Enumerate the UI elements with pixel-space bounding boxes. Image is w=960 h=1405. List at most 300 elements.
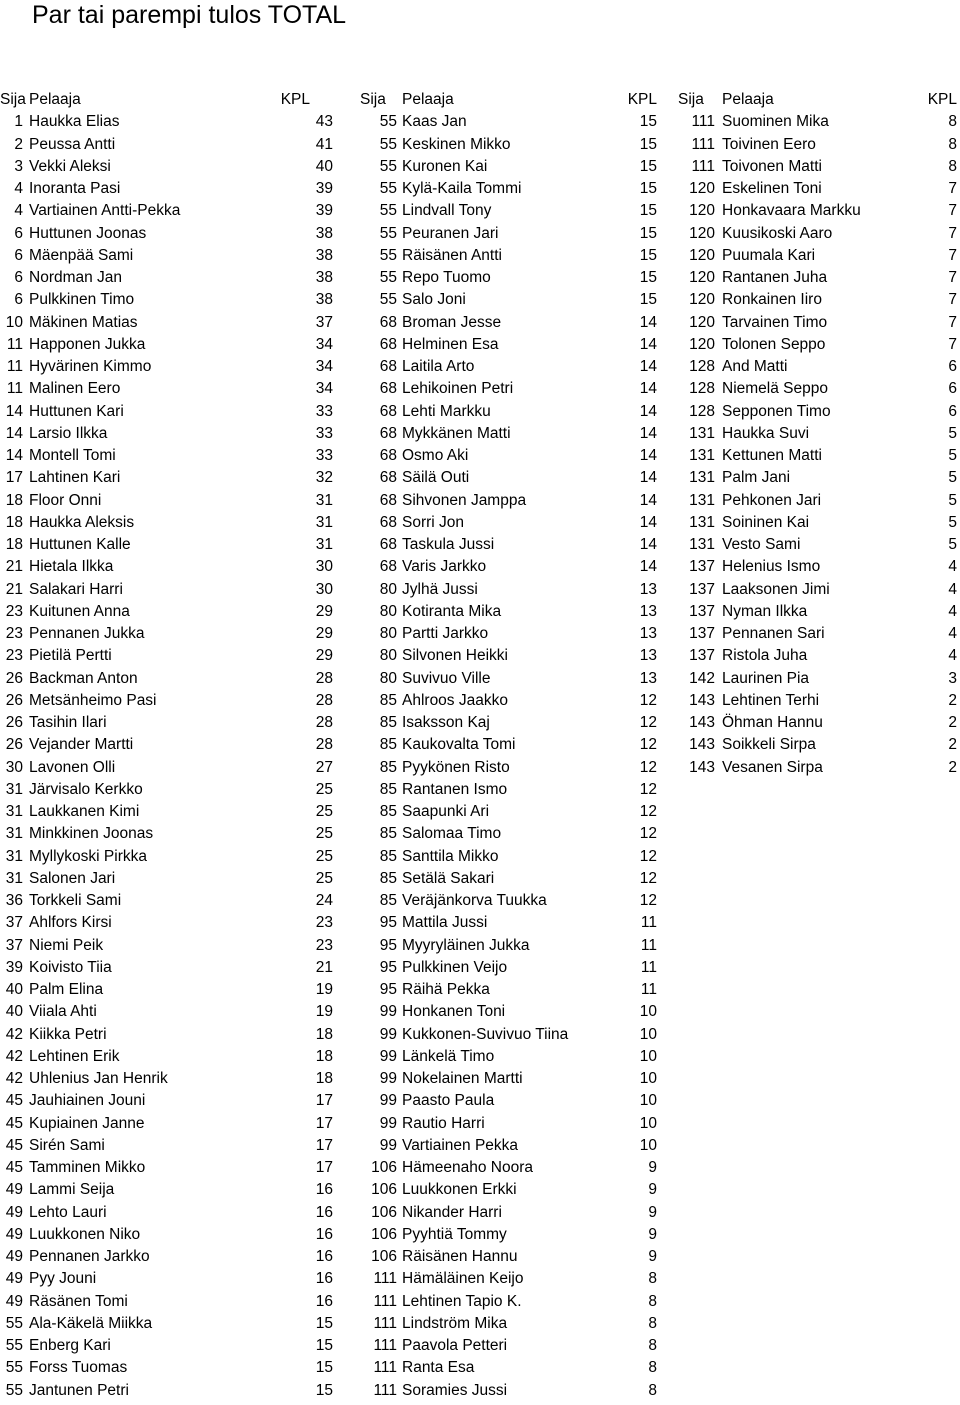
count-cell: 7 <box>948 180 957 197</box>
header-count: KPL <box>627 91 657 108</box>
rank-cell: 68 <box>379 424 397 442</box>
player-cell: Isaksson Kaj <box>402 714 490 731</box>
table-row <box>340 467 665 489</box>
count-cell: 7 <box>948 202 957 220</box>
table-row <box>0 712 340 734</box>
count-cell: 33 <box>315 447 333 464</box>
table-row <box>665 445 960 467</box>
rank-cell: 142 <box>689 669 715 687</box>
table-row <box>665 267 960 289</box>
rank-cell: 10 <box>5 313 23 331</box>
table-row <box>0 1246 340 1268</box>
table-row <box>0 1268 340 1290</box>
player-cell: Metsänheimo Pasi <box>29 691 157 709</box>
rank-cell: 137 <box>689 647 715 665</box>
rank-cell: 68 <box>379 536 397 553</box>
table-row <box>0 645 340 667</box>
player-cell: Lehti Markku <box>402 402 491 420</box>
table-row <box>340 890 665 912</box>
player-cell: Mykkänen Matti <box>402 424 511 442</box>
count-cell: 23 <box>315 936 333 954</box>
rank-cell: 45 <box>5 1114 23 1132</box>
table-row <box>0 935 340 957</box>
count-cell: 12 <box>639 803 657 820</box>
table-row <box>0 312 340 334</box>
player-cell: Toivinen Eero <box>722 135 816 153</box>
rank-cell: 68 <box>379 558 397 576</box>
count-cell: 15 <box>639 157 657 175</box>
player-cell: Laurinen Pia <box>722 669 810 687</box>
player-cell: Inoranta Pasi <box>29 180 121 197</box>
table-row <box>665 423 960 445</box>
count-cell: 12 <box>639 825 657 843</box>
player-cell: Silvonen Heikki <box>402 647 508 665</box>
table-row <box>340 378 665 400</box>
count-cell: 12 <box>639 869 657 887</box>
table-row <box>665 200 960 222</box>
player-cell: Soramies Jussi <box>402 1381 508 1399</box>
rank-cell: 128 <box>689 380 715 398</box>
table-row <box>340 1046 665 1068</box>
count-cell: 14 <box>639 335 657 353</box>
count-cell: 15 <box>315 1337 333 1354</box>
rank-cell: 23 <box>5 625 23 642</box>
table-row <box>340 1157 665 1179</box>
player-cell: Viiala Ahti <box>29 1003 97 1021</box>
rank-cell: 128 <box>689 358 715 375</box>
rank-cell: 49 <box>5 1181 23 1199</box>
count-cell: 21 <box>315 958 333 976</box>
count-cell: 39 <box>315 202 333 220</box>
player-cell: Ahlroos Jaakko <box>402 691 508 709</box>
table-row <box>0 1090 340 1112</box>
rank-cell: 2 <box>14 135 23 153</box>
count-cell: 8 <box>648 1337 657 1354</box>
rank-cell: 85 <box>379 803 397 820</box>
table-row <box>665 378 960 400</box>
table-row <box>0 467 340 489</box>
rank-cell: 106 <box>371 1159 397 1176</box>
player-cell: Koivisto Tiia <box>29 958 112 976</box>
count-cell: 5 <box>948 536 957 553</box>
rank-cell: 80 <box>379 647 397 665</box>
player-cell: Pulkkinen Veijo <box>402 958 508 976</box>
table-row <box>0 1202 340 1224</box>
player-cell: Kylä-Kaila Tommi <box>402 180 522 197</box>
table-row <box>0 512 340 534</box>
rank-cell: 55 <box>379 269 397 286</box>
rank-cell: 31 <box>5 825 23 843</box>
player-cell: Kotiranta Mika <box>402 602 502 620</box>
player-cell: Räisänen Antti <box>402 246 502 264</box>
rank-cell: 36 <box>5 892 23 909</box>
column-header <box>340 89 665 111</box>
rank-cell: 143 <box>689 714 715 731</box>
table-row <box>340 1357 665 1379</box>
player-cell: Myllykoski Pirkka <box>29 847 147 865</box>
count-cell: 8 <box>648 1292 657 1310</box>
table-row <box>0 1291 340 1313</box>
table-row <box>0 1113 340 1135</box>
table-row <box>0 912 340 934</box>
player-cell: Taskula Jussi <box>402 536 495 553</box>
table-row <box>0 1313 340 1335</box>
rank-cell: 95 <box>379 981 397 998</box>
count-cell: 33 <box>315 424 333 442</box>
player-cell: Lindvall Tony <box>402 202 492 220</box>
count-cell: 11 <box>640 914 657 932</box>
table-row <box>340 1135 665 1157</box>
count-cell: 40 <box>315 157 333 175</box>
table-row <box>0 779 340 801</box>
player-cell: Malinen Eero <box>29 380 121 398</box>
count-cell: 10 <box>639 1070 657 1087</box>
rank-cell: 14 <box>5 447 23 464</box>
count-cell: 34 <box>315 358 333 375</box>
player-cell: Ranta Esa <box>402 1359 475 1377</box>
table-row <box>340 912 665 934</box>
table-row <box>340 979 665 1001</box>
count-cell: 14 <box>639 358 657 375</box>
rank-cell: 40 <box>5 981 23 998</box>
count-cell: 18 <box>315 1025 333 1043</box>
count-cell: 12 <box>639 714 657 731</box>
count-cell: 15 <box>315 1314 333 1332</box>
player-cell: Öhman Hannu <box>722 714 823 731</box>
table-row <box>340 134 665 156</box>
table-row <box>340 423 665 445</box>
player-cell: Mäkinen Matias <box>29 313 138 331</box>
count-cell: 7 <box>948 269 957 286</box>
rank-cell: 55 <box>379 224 397 242</box>
count-cell: 9 <box>648 1181 657 1199</box>
count-cell: 14 <box>639 402 657 420</box>
table-row <box>340 690 665 712</box>
rank-cell: 111 <box>691 135 715 153</box>
player-cell: Suominen Mika <box>722 113 829 131</box>
rank-cell: 137 <box>689 625 715 642</box>
player-cell: Peuranen Jari <box>402 224 499 242</box>
rank-cell: 85 <box>379 691 397 709</box>
player-cell: Hyvärinen Kimmo <box>29 358 152 375</box>
rank-cell: 137 <box>689 602 715 620</box>
player-cell: Peussa Antti <box>29 135 116 153</box>
table-row <box>0 534 340 556</box>
table-row <box>0 623 340 645</box>
player-cell: Salonen Jari <box>29 869 116 887</box>
count-cell: 9 <box>648 1248 657 1265</box>
count-cell: 16 <box>315 1181 333 1199</box>
rank-cell: 49 <box>5 1270 23 1288</box>
table-row <box>340 1068 665 1090</box>
rank-cell: 18 <box>5 491 23 509</box>
table-row <box>340 312 665 334</box>
rank-cell: 17 <box>5 469 23 487</box>
count-cell: 10 <box>639 1003 657 1021</box>
count-cell: 34 <box>315 335 333 353</box>
player-cell: Kettunen Matti <box>722 447 822 464</box>
table-row <box>0 245 340 267</box>
player-cell: Luukkonen Erkki <box>402 1181 517 1199</box>
count-cell: 25 <box>315 803 333 820</box>
rank-cell: 45 <box>5 1159 23 1176</box>
table-row <box>0 801 340 823</box>
rank-cell: 111 <box>691 157 715 175</box>
player-cell: Vesto Sami <box>722 536 801 553</box>
player-cell: Kaukovalta Tomi <box>402 736 516 754</box>
rank-cell: 85 <box>379 825 397 843</box>
player-cell: Säilä Outi <box>402 469 470 487</box>
count-cell: 31 <box>315 491 333 509</box>
rank-cell: 68 <box>379 313 397 331</box>
count-cell: 18 <box>315 1070 333 1087</box>
table-row <box>0 1157 340 1179</box>
rank-cell: 18 <box>5 513 23 531</box>
rank-cell: 120 <box>689 313 715 331</box>
count-cell: 5 <box>948 469 957 487</box>
player-cell: Helminen Esa <box>402 335 499 353</box>
rank-cell: 4 <box>14 180 23 197</box>
column-header <box>665 89 960 111</box>
count-cell: 27 <box>315 758 333 776</box>
player-cell: And Matti <box>722 358 788 375</box>
rank-cell: 6 <box>14 291 23 309</box>
player-cell: Sihvonen Jamppa <box>402 491 527 509</box>
rank-cell: 80 <box>379 602 397 620</box>
rank-cell: 68 <box>379 469 397 487</box>
rank-cell: 137 <box>689 580 715 598</box>
table-row <box>340 401 665 423</box>
player-cell: Toivonen Matti <box>722 157 822 175</box>
rank-cell: 45 <box>5 1092 23 1110</box>
table-row <box>0 957 340 979</box>
count-cell: 11 <box>640 958 657 976</box>
table-row <box>340 1380 665 1402</box>
rank-cell: 18 <box>5 536 23 553</box>
table-row <box>340 601 665 623</box>
table-row <box>0 823 340 845</box>
player-cell: Tarvainen Timo <box>722 313 828 331</box>
count-cell: 7 <box>948 313 957 331</box>
table-row <box>340 579 665 601</box>
table-row <box>0 200 340 222</box>
table-row <box>665 245 960 267</box>
player-cell: Salomaa Timo <box>402 825 502 843</box>
header-player: Pelaaja <box>402 91 454 108</box>
table-row <box>665 579 960 601</box>
player-cell: Kuitunen Anna <box>29 602 130 620</box>
count-cell: 15 <box>639 246 657 264</box>
player-cell: Vekki Aleksi <box>29 157 111 175</box>
player-cell: Repo Tuomo <box>402 269 491 286</box>
player-cell: Larsio Ilkka <box>29 424 108 442</box>
table-row <box>340 245 665 267</box>
table-row <box>0 423 340 445</box>
player-cell: Haukka Suvi <box>722 424 810 442</box>
table-row <box>665 156 960 178</box>
player-cell: Laitila Arto <box>402 358 475 375</box>
rank-cell: 26 <box>5 714 23 731</box>
table-row <box>340 1224 665 1246</box>
table-row <box>665 289 960 311</box>
player-cell: Kukkonen-Suvivuo Tiina <box>402 1025 569 1043</box>
count-cell: 8 <box>648 1270 657 1288</box>
count-cell: 5 <box>948 424 957 442</box>
count-cell: 12 <box>639 847 657 865</box>
player-cell: Sepponen Timo <box>722 402 831 420</box>
count-cell: 14 <box>639 380 657 398</box>
rank-cell: 14 <box>5 402 23 420</box>
player-cell: Lammi Seija <box>29 1181 115 1199</box>
count-cell: 15 <box>315 1381 333 1399</box>
player-cell: Osmo Aki <box>402 447 469 464</box>
rank-cell: 42 <box>5 1025 23 1043</box>
player-cell: Pennanen Jukka <box>29 625 145 642</box>
table-row <box>0 134 340 156</box>
count-cell: 38 <box>315 224 333 242</box>
table-row <box>340 512 665 534</box>
count-cell: 29 <box>315 647 333 665</box>
rank-cell: 120 <box>689 335 715 353</box>
table-row <box>0 1001 340 1023</box>
count-cell: 6 <box>948 358 957 375</box>
count-cell: 25 <box>315 847 333 865</box>
count-cell: 25 <box>315 869 333 887</box>
count-cell: 13 <box>639 580 657 598</box>
table-row <box>665 467 960 489</box>
rank-cell: 3 <box>14 157 23 175</box>
player-cell: Happonen Jukka <box>29 335 146 353</box>
count-cell: 7 <box>948 224 957 242</box>
rank-cell: 85 <box>379 736 397 754</box>
rank-cell: 49 <box>5 1203 23 1221</box>
count-cell: 10 <box>639 1136 657 1154</box>
count-cell: 39 <box>315 180 333 197</box>
rank-cell: 80 <box>379 580 397 598</box>
player-cell: Suvivuo Ville <box>402 669 491 687</box>
player-cell: Räisänen Hannu <box>402 1248 518 1265</box>
rank-cell: 55 <box>379 246 397 264</box>
table-row <box>0 556 340 578</box>
rank-cell: 68 <box>379 513 397 531</box>
player-cell: Hämeenaho Noora <box>402 1159 533 1176</box>
count-cell: 28 <box>315 736 333 754</box>
player-cell: Jylhä Jussi <box>402 580 478 598</box>
player-cell: Montell Tomi <box>29 447 116 464</box>
player-cell: Ala-Käkelä Miikka <box>29 1314 153 1332</box>
table-row <box>0 690 340 712</box>
header-rank: Sija <box>0 91 26 108</box>
table-row <box>340 1179 665 1201</box>
header-rank: Sija <box>678 91 704 108</box>
rank-cell: 111 <box>373 1337 397 1354</box>
rank-cell: 131 <box>689 424 715 442</box>
player-cell: Nikander Harri <box>402 1203 502 1221</box>
rank-cell: 4 <box>14 202 23 220</box>
rank-cell: 55 <box>379 291 397 309</box>
count-cell: 30 <box>315 558 333 576</box>
table-row <box>340 1291 665 1313</box>
count-cell: 15 <box>639 269 657 286</box>
table-row <box>0 1357 340 1379</box>
count-cell: 11 <box>640 981 657 998</box>
table-row <box>0 156 340 178</box>
rank-cell: 49 <box>5 1292 23 1310</box>
player-cell: Nyman Ilkka <box>722 602 808 620</box>
player-cell: Lehtinen Erik <box>29 1047 120 1065</box>
player-cell: Räsänen Tomi <box>29 1292 128 1310</box>
player-cell: Vartiainen Pekka <box>402 1136 519 1154</box>
rank-cell: 45 <box>5 1136 23 1154</box>
table-row <box>665 623 960 645</box>
count-cell: 13 <box>639 602 657 620</box>
table-row <box>0 289 340 311</box>
rank-cell: 55 <box>5 1381 23 1399</box>
rank-cell: 99 <box>379 1114 397 1132</box>
rank-cell: 99 <box>379 1136 397 1154</box>
rank-cell: 31 <box>5 780 23 798</box>
count-cell: 33 <box>315 402 333 420</box>
player-cell: Lindström Mika <box>402 1314 508 1332</box>
player-cell: Laukkanen Kimi <box>29 803 140 820</box>
table-row <box>0 579 340 601</box>
table-row <box>665 512 960 534</box>
player-cell: Laaksonen Jimi <box>722 580 830 598</box>
table-row <box>0 1179 340 1201</box>
count-cell: 12 <box>639 892 657 909</box>
header-count: KPL <box>280 91 310 108</box>
rank-cell: 131 <box>689 513 715 531</box>
player-cell: Kuusikoski Aaro <box>722 224 833 242</box>
player-cell: Hietala Ilkka <box>29 558 114 576</box>
rank-cell: 99 <box>379 1003 397 1021</box>
count-cell: 16 <box>315 1225 333 1243</box>
count-cell: 41 <box>315 135 333 153</box>
player-cell: Salakari Harri <box>29 580 123 598</box>
table-row <box>665 490 960 512</box>
table-row <box>340 178 665 200</box>
count-cell: 17 <box>315 1092 333 1110</box>
table-row <box>0 490 340 512</box>
table-row <box>340 823 665 845</box>
player-cell: Nokelainen Martti <box>402 1070 523 1087</box>
rank-cell: 39 <box>5 958 23 976</box>
player-cell: Saapunki Ari <box>402 803 490 820</box>
count-cell: 14 <box>639 424 657 442</box>
rank-cell: 111 <box>373 1314 397 1332</box>
player-cell: Puumala Kari <box>722 246 816 264</box>
count-cell: 25 <box>315 780 333 798</box>
player-cell: Haukka Aleksis <box>29 513 135 531</box>
rank-cell: 131 <box>689 536 715 553</box>
header-rank: Sija <box>360 91 386 108</box>
player-cell: Järvisalo Kerkko <box>29 780 143 798</box>
table-row <box>665 178 960 200</box>
rank-cell: 55 <box>5 1359 23 1377</box>
player-cell: Kaas Jan <box>402 113 467 131</box>
header-player: Pelaaja <box>722 91 774 108</box>
count-cell: 3 <box>948 669 957 687</box>
table-row <box>0 356 340 378</box>
table-row <box>665 668 960 690</box>
player-cell: Nordman Jan <box>29 269 123 286</box>
column-header <box>0 89 340 111</box>
count-cell: 28 <box>315 714 333 731</box>
player-cell: Ronkainen Iiro <box>722 291 822 309</box>
rank-cell: 14 <box>5 424 23 442</box>
rank-cell: 95 <box>379 914 397 932</box>
rank-cell: 131 <box>689 447 715 464</box>
